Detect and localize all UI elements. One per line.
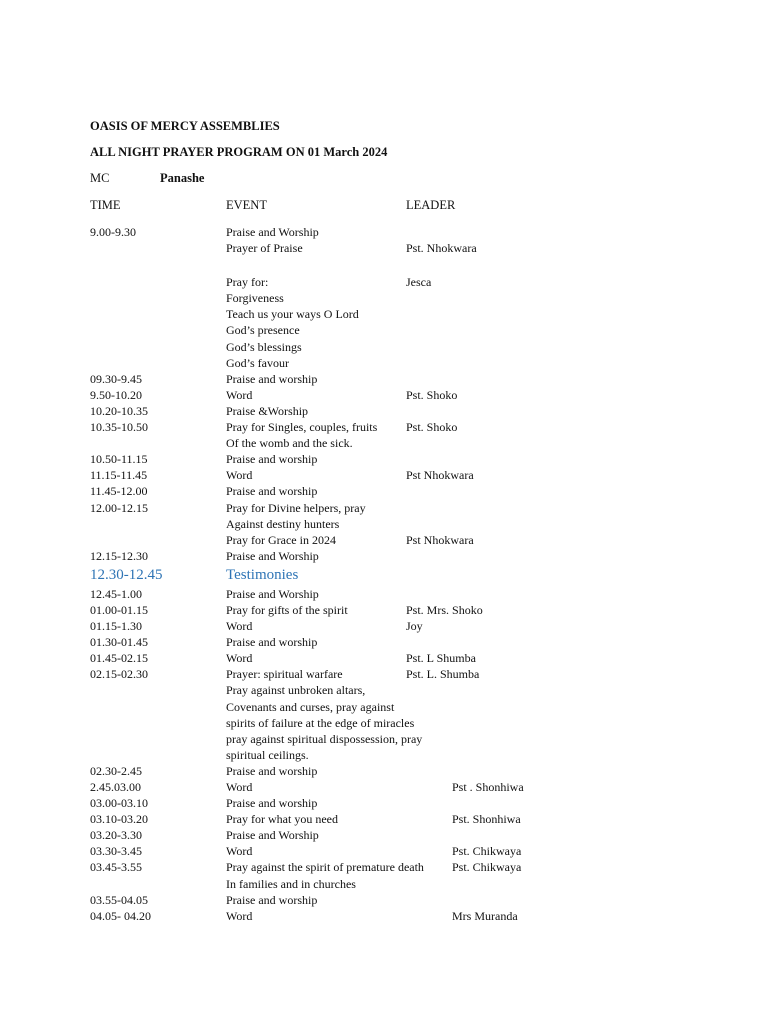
schedule-row [0, 532, 768, 548]
row-event: Prayer of Praise [226, 241, 303, 256]
schedule-row [0, 892, 768, 908]
schedule-row [0, 618, 768, 634]
row-time: 9.00-9.30 [90, 225, 136, 239]
row-event: Pray for Divine helpers, pray [226, 500, 366, 515]
row-event: Praise and worship [226, 796, 318, 811]
row-leader: Joy [406, 619, 423, 634]
row-time: 11.15-11.45 [90, 468, 148, 483]
row-event: Covenants and curses, pray against [226, 699, 395, 714]
row-time: 03.00-03.10 [90, 796, 148, 811]
schedule-row [0, 779, 768, 795]
schedule-row [0, 387, 768, 403]
row-event: Praise and Worship [226, 586, 319, 601]
row-event: spiritual ceilings. [226, 747, 309, 762]
row-leader: Mrs Muranda [452, 908, 518, 923]
row-event: Of the womb and the sick. [226, 436, 353, 451]
row-leader: Pst . Shonhiwa [452, 780, 524, 794]
schedule-row [0, 435, 768, 451]
schedule-row [0, 650, 768, 666]
row-event: Praise and worship [226, 892, 318, 907]
row-event: Praise and Worship [226, 828, 319, 843]
schedule-row [0, 876, 768, 892]
schedule-row [0, 371, 768, 387]
row-event: Pray against unbroken altars, [226, 683, 366, 698]
row-time: 10.20-10.35 [90, 403, 148, 418]
schedule-row [0, 859, 768, 875]
schedule-row [0, 516, 768, 532]
row-time: 01.30-01.45 [90, 635, 148, 650]
row-time: 12.30-12.45 [90, 566, 163, 583]
row-event: Teach us your ways O Lord [226, 307, 359, 322]
row-leader: Pst Nhokwara [406, 468, 474, 483]
row-event: Against destiny hunters [226, 516, 340, 531]
row-event: Pray against the spirit of premature death [226, 860, 424, 875]
row-leader: Pst. Shoko [406, 420, 458, 435]
schedule-row [0, 908, 768, 924]
column-header-time: TIME [90, 198, 121, 212]
row-event: Praise and Worship [226, 548, 319, 563]
row-event: Praise and worship [226, 484, 318, 499]
schedule-row [0, 564, 768, 586]
row-event: Praise and worship [226, 371, 318, 386]
row-time: 03.30-3.45 [90, 844, 142, 859]
row-time: 03.20-3.30 [90, 828, 142, 843]
schedule-row [0, 586, 768, 602]
row-event: pray against spiritual dispossession, pray [226, 731, 423, 746]
column-header-leader: LEADER [406, 198, 456, 212]
row-leader: Pst. L Shumba [406, 651, 476, 666]
schedule-row [0, 763, 768, 779]
row-event: Pray for Grace in 2024 [226, 532, 336, 547]
schedule-row [0, 634, 768, 650]
row-time: 2.45.03.00 [90, 780, 141, 794]
schedule-row [0, 548, 768, 564]
schedule-row [0, 403, 768, 419]
schedule-row [0, 256, 768, 274]
schedule-row [0, 843, 768, 859]
schedule-row [0, 795, 768, 811]
column-header-event: EVENT [226, 198, 267, 212]
row-leader: Pst. Chikwaya [452, 844, 522, 859]
row-event: Forgiveness [226, 291, 284, 306]
row-event: Praise and worship [226, 635, 318, 650]
row-time: 11.45-12.00 [90, 484, 148, 499]
organization-title: OASIS OF MERCY ASSEMBLIES [90, 119, 280, 133]
row-event: Word [226, 780, 253, 794]
row-event: God’s favour [226, 355, 289, 370]
row-event: Prayer: spiritual warfare [226, 667, 343, 682]
row-time: 03.10-03.20 [90, 812, 148, 827]
schedule-row [0, 306, 768, 322]
row-time: 02.30-2.45 [90, 763, 142, 778]
schedule-row [0, 715, 768, 731]
schedule-row [0, 500, 768, 516]
schedule-row [0, 224, 768, 240]
schedule-row [0, 274, 768, 290]
row-event: Word [226, 619, 253, 634]
mc-name: Panashe [160, 171, 205, 185]
row-leader: Pst. Shonhiwa [452, 812, 521, 827]
row-time: 03.45-3.55 [90, 860, 142, 875]
schedule-row [0, 827, 768, 843]
schedule-row [0, 811, 768, 827]
row-event: Word [226, 651, 253, 666]
row-event: Praise and worship [226, 763, 318, 778]
schedule-table [0, 224, 768, 924]
row-time: 12.15-12.30 [90, 548, 148, 563]
row-event: Praise and Worship [226, 225, 319, 239]
row-event: Word [226, 844, 253, 859]
row-time: 9.50-10.20 [90, 387, 142, 402]
row-event: Word [226, 468, 253, 483]
row-leader: Pst. L. Shumba [406, 667, 480, 682]
row-event: spirits of failure at the edge of miracles [226, 715, 415, 730]
row-time: 01.00-01.15 [90, 602, 148, 617]
row-event: Praise &Worship [226, 403, 309, 418]
schedule-row [0, 451, 768, 467]
row-time: 04.05- 04.20 [90, 908, 151, 923]
schedule-row [0, 240, 768, 256]
row-time: 12.45-1.00 [90, 586, 142, 601]
schedule-row [0, 602, 768, 618]
row-event: God’s presence [226, 323, 300, 338]
row-time: 12.00-12.15 [90, 500, 148, 515]
schedule-row [0, 339, 768, 355]
schedule-row [0, 355, 768, 371]
schedule-row [0, 682, 768, 698]
row-time: 09.30-9.45 [90, 371, 142, 386]
schedule-row [0, 290, 768, 306]
schedule-row [0, 467, 768, 483]
row-event: Word [226, 387, 253, 402]
row-time: 10.50-11.15 [90, 452, 148, 467]
schedule-row [0, 483, 768, 499]
row-leader: Pst. Shoko [406, 387, 458, 402]
row-event: Word [226, 908, 253, 923]
row-event: Testimonies [226, 566, 299, 583]
row-time: 01.15-1.30 [90, 619, 142, 634]
schedule-row [0, 747, 768, 763]
schedule-row [0, 699, 768, 715]
row-leader: Pst. Nhokwara [406, 241, 477, 256]
row-time: 02.15-02.30 [90, 667, 148, 682]
row-time: 01.45-02.15 [90, 651, 148, 666]
schedule-row [0, 419, 768, 435]
row-event: In families and in churches [226, 876, 356, 891]
row-event: Praise and worship [226, 452, 318, 467]
row-event: Pray for: [226, 275, 269, 290]
row-time: 10.35-10.50 [90, 420, 148, 435]
row-leader: Pst Nhokwara [406, 532, 474, 547]
schedule-row [0, 666, 768, 682]
row-event: Pray for gifts of the spirit [226, 602, 348, 617]
row-leader: Jesca [406, 275, 432, 290]
row-event: Pray for what you need [226, 812, 338, 827]
program-title: ALL NIGHT PRAYER PROGRAM ON 01 March 2024 [90, 145, 388, 159]
row-event: God’s blessings [226, 339, 302, 354]
mc-label: MC [90, 171, 110, 185]
row-leader: Pst. Mrs. Shoko [406, 602, 483, 617]
schedule-row [0, 731, 768, 747]
row-time: 03.55-04.05 [90, 892, 148, 907]
row-event: Pray for Singles, couples, fruits [226, 420, 378, 435]
row-leader: Pst. Chikwaya [452, 860, 522, 875]
schedule-row [0, 322, 768, 338]
